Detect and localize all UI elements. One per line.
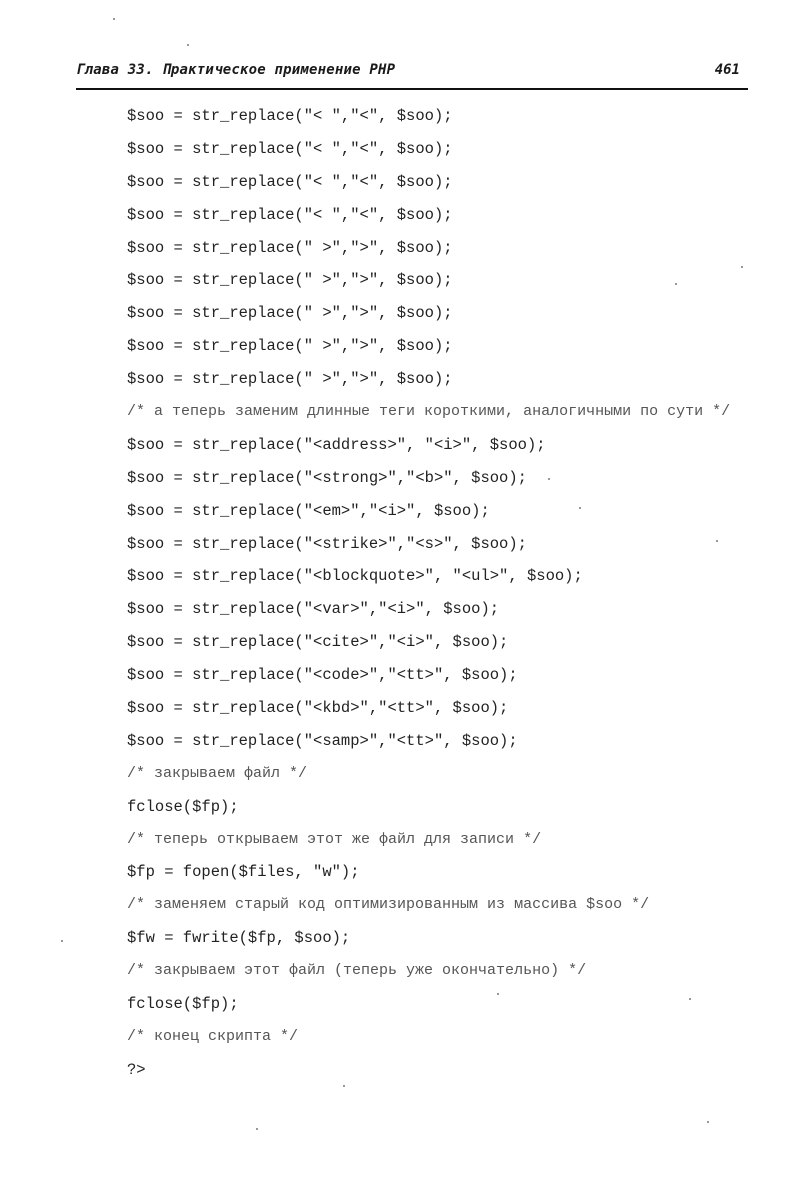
code-line: $soo = str_replace("<kbd>","<tt>", $soo); (127, 699, 509, 718)
code-line: $soo = str_replace(" >",">", $soo); (127, 238, 453, 257)
page-number: 461 (714, 62, 740, 78)
code-line: $soo = str_replace("< ","<", $soo); (127, 172, 453, 191)
code-comment-line: /* а теперь заменим длинные теги короткими, аналогичными по сути */ (127, 403, 731, 421)
code-line: $soo = str_replace("<em>","<i>", $soo); (127, 501, 490, 520)
code-line: $soo = str_replace("<blockquote>", "<ul>", $soo); (127, 567, 583, 586)
code-comment-line: /* заменяем старый код оптимизированным из массива $soo */ (127, 896, 650, 914)
code-line: $soo = str_replace("<strike>","<s>", $soo); (127, 534, 527, 553)
code-line: fclose($fp); (127, 995, 239, 1014)
code-line: $soo = str_replace("< ","<", $soo); (127, 107, 453, 125)
code-line: $soo = str_replace("<strong>","<b>", $soo); (127, 468, 527, 487)
code-line: $soo = str_replace(" >",">", $soo); (127, 370, 453, 389)
code-line: $soo = str_replace("<code>","<tt>", $soo); (127, 666, 518, 685)
chapter-title: Глава 33. Практическое применение PHP (76, 62, 396, 78)
code-line: $soo = str_replace(" >",">", $soo); (127, 304, 453, 323)
code-line: $fw = fwrite($fp, $soo); (127, 929, 351, 948)
code-line: $soo = str_replace("<var>","<i>", $soo); (127, 600, 500, 619)
code-comment-line: /* закрываем этот файл (теперь уже окончательно) */ (127, 962, 587, 980)
code-line: $soo = str_replace("<address>", "<i>", $soo); (127, 435, 546, 454)
header-rule (76, 88, 748, 90)
page-header (76, 58, 748, 92)
code-line: ?> (127, 1060, 146, 1079)
code-listing (127, 100, 730, 1087)
code-comment-line: /* закрываем файл */ (127, 764, 308, 782)
code-line: $soo = str_replace(" >",">", $soo); (127, 271, 453, 290)
code-line: fclose($fp); (127, 797, 239, 816)
code-line: $soo = str_replace("<samp>","<tt>", $soo); (127, 731, 518, 750)
code-line: $fp = fopen($files, "w"); (127, 863, 360, 882)
code-line: $soo = str_replace(" >",">", $soo); (127, 337, 453, 356)
code-line: $soo = str_replace("< ","<", $soo); (127, 205, 453, 224)
code-line: $soo = str_replace("< ","<", $soo); (127, 139, 453, 158)
code-line: $soo = str_replace("<cite>","<i>", $soo); (127, 633, 509, 652)
code-comment-line: /* теперь открываем этот же файл для записи */ (127, 830, 542, 848)
code-comment-line: /* конец скрипта */ (127, 1027, 299, 1045)
